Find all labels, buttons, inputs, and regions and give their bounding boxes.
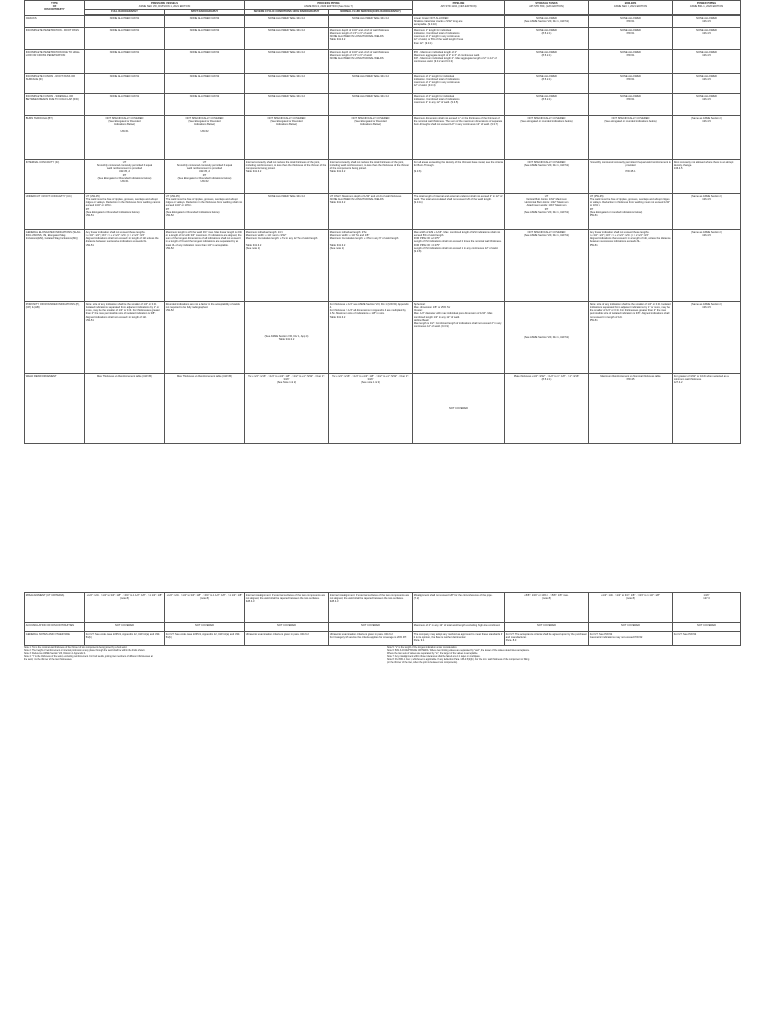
table-cell: (Same as ASME Section I) 136.4.5 bbox=[673, 116, 741, 160]
table-cell: NOT COVERED bbox=[505, 623, 589, 632]
table-cell: The company may adopt any method as approved to meet these standards if it is its opinion, the flaw is neither detrimental Para. 9.1 bbox=[413, 632, 505, 646]
row-label: UNDERCUT / ROOT CONCAVITY (UC) bbox=[25, 194, 85, 230]
footnotes-right: Note 5: "L" is the length of the longest indication under consideration. Note 6: B31.3 ACCEPTANCE CRITERIA: Where two limiting values are separated by "and", the lesser of the values determines acceptance. Where the two sets of values are separated by "or", the larger of the values is acceptable. Note 7: Any misalignment within those tolerances shall be faired at a 1:1 taper on multipass. Note 8: Per B31.1 Cat. t, whichever is applicable. If any deflection Para. 136.4.5(2)(b). For the min. wall thickness of the component or fitting (or the thinner of the two, when the joint is between two components). bbox=[387, 647, 530, 664]
table-row bbox=[25, 230, 741, 302]
storage-tanks-header: STORAGE TANKS API STD 650, (12th EDITION) bbox=[505, 1, 589, 15]
table-cell: NONE ALLOWED PW-51 bbox=[589, 74, 673, 94]
table-cell: Maximum depth of 1/32" and ≤0.2t of wall thickness Maximum length of 1.5" in 6" of weld NONE ALLOWED IN LONGITUDINAL WELDS bbox=[329, 50, 413, 74]
table-cell: NONE ALLOWED PW-51 bbox=[589, 16, 673, 28]
table-cell: NOT COVERED bbox=[165, 623, 245, 632]
table-cell: For all areas exceeding the density of the thinnest base metal, see the criteria for Burn-Through. (9.3.6) bbox=[413, 160, 505, 194]
table-cell: NONE ALLOWED Table 341.3.2 bbox=[329, 16, 413, 28]
table-cell: Note: size of any indication shall be the smaller of 1/4" or 0.3t. Isolated indications separated from adjacent indications by 1" or more, may be the smaller of 1/4" or 0.3t. For thicknesses greater than 2" the max permissible size of isolated indication is 3/8". Aligned indications shall not exceed t in length of 12t. UW-51 bbox=[85, 302, 165, 374]
table-cell: NOT COVERED bbox=[85, 623, 165, 632]
process-piping-header: PROCESS PIPING ASME B31.3, 2020 EDITION (See Note 7) bbox=[245, 1, 413, 10]
table-cell: UT Smoothly contoured concavity permitted if equal weld reinforcement is provided UW-35, d RT (See Elongated or Rounded Indications below) UW-52 bbox=[165, 160, 245, 194]
table-row bbox=[25, 194, 741, 230]
table-cell: NONE ALLOWED Table 341.3.2 bbox=[245, 194, 329, 230]
table-cell: 1/16" 127.3 bbox=[673, 593, 741, 623]
table-cell: Root concavity not allowed where there is an abrupt density change. 136.4.5 bbox=[673, 160, 741, 194]
table-cell: NOT SPECIFICALLY COVERED (See Elongated or Rounded Indications Below) UW-51 bbox=[85, 116, 165, 160]
table-row bbox=[25, 593, 741, 623]
table-row bbox=[25, 94, 741, 116]
table-cell: NONE ALLOWED UW-52 bbox=[165, 16, 245, 28]
table-cell: NONE ALLOWED Table 341.3.2 bbox=[245, 94, 329, 116]
table-cell: UT (UW-35) The weld must be free of ripples, grooves, overlaps and abrupt ridges or valleys. Reduction in the thickness from welding shall not exceed 1/32" or 10% t. RT (See Elongated or Rounded Indications below) UW-52 bbox=[165, 194, 245, 230]
table-cell: (Same as ASME Section I) 136.4.5 bbox=[673, 194, 741, 230]
table-cell: NONE ALLOWED UW-51 bbox=[85, 50, 165, 74]
table-cell: NONE ALLOWED (8.5.2.1) bbox=[505, 94, 589, 116]
table-cell: NONE ALLOWED 136.4.5 bbox=[673, 28, 741, 50]
table-row bbox=[25, 28, 741, 50]
table-cell: NOT COVERED bbox=[329, 623, 413, 632]
table-cell: For UT: The acceptance criteria shall be agreed upon by the purchaser and manufacturer. Para. 8.3 bbox=[505, 632, 589, 646]
table-cell: For greater of 3/32" or 1/16t when selected as a minimum wall thickness. 127.4.2 bbox=[673, 374, 741, 444]
table-cell: NONE ALLOWED PW-51 bbox=[589, 94, 673, 116]
table-cell: Max Thickness vs Reinforcement table (UW-35) bbox=[85, 374, 165, 444]
page-gap bbox=[24, 444, 740, 592]
table-cell: UT Smoothly contoured concavity permitted if equal weld reinforcement is provided UW-35, d RT (See Elongated or Rounded Indications below) UW-51 bbox=[85, 160, 165, 194]
table-cell: ≤1/2": 1/4t · >1/2" to 3/4": 1/8" · >3/4" to 1 1/2": 1/8" (note 8) bbox=[589, 593, 673, 623]
table-cell: UT Vertical Butt Joints: 1/64" Maximum Horizontal Butt Joints: 1/32" Maximum Attachment welds: 1/64" Maximum RT (See ASME Section VIII, Div 1, UW-51) bbox=[505, 194, 589, 230]
row-label: INCOMPLETE FUSION - ROOT PASS OR SURFACE (IF) bbox=[25, 74, 85, 94]
row-label: INCOMPLETE FUSION - SIDEWALL OR BETWEEN BEADS DUE TO COLD LAP (IFD) bbox=[25, 94, 85, 116]
table-cell: NONE ALLOWED 136.4.5 bbox=[673, 94, 741, 116]
table-cell: ≤1/2": 1/4t · >1/2" to 3/4": 1/8" · >3/4" to 1 1/2": 1/8" · >1 1/2": 1/8" (note 8) bbox=[85, 593, 165, 623]
table-cell: (Same as ASME Section I) 136.4.5 bbox=[673, 302, 741, 374]
row-label: CRACKS bbox=[25, 16, 85, 28]
table-cell: NONE ALLOWED UW-52 bbox=[165, 28, 245, 50]
table-row bbox=[25, 160, 741, 194]
table-cell: NONE ALLOWED Table 341.3.2 bbox=[245, 16, 329, 28]
table-cell: Internal concavity shall not reduce the total thickness of the joint, including weld reinforcement, to less than the thickness of the thinner of the components being joined. Table 341.3.2 bbox=[329, 160, 413, 194]
table-cell: Maximum of 2" length for individual indication. Combined total of indications maximum 2" in any 12" of weld. (9.3.5) bbox=[413, 94, 505, 116]
row-label: GENERAL NOTES AND OTHER NDE bbox=[25, 632, 85, 646]
table-row bbox=[25, 50, 741, 74]
table-cell: NONE ALLOWED UW-52 bbox=[165, 94, 245, 116]
discontinuity-type-header: TYPE OF DISCONTINUITY bbox=[25, 1, 85, 16]
table-cell: NONE ALLOWED 136.4.5 bbox=[673, 74, 741, 94]
table-cell: NONE ALLOWED (8.5.2.1) bbox=[505, 50, 589, 74]
table-cell: For UT: See PW-52 bbox=[673, 632, 741, 646]
table-cell: Internal misalignment: If external surfaces of the two components are not aligned, the weld shall be tapered between the two surfaces. 328.4.3 bbox=[245, 593, 329, 623]
table-cell: NOT SPECIFICALLY COVERED (See elongated or rounded indications below) bbox=[505, 116, 589, 160]
row-label: BURN THROUGH (BT) bbox=[25, 116, 85, 160]
table-cell: NONE ALLOWED PW-51 bbox=[589, 50, 673, 74]
table-cell: NOT SPECIFICALLY COVERED (See ASME Section VIII, Div 1, UW-51) bbox=[505, 160, 589, 194]
table-cell: Maximum individual length: 1/3 t Maximum width: ≤ 1/2 t and ≤ 3/32" Maximum Cumulative length: ≤ Tw in any 12 Tw of weld length Table 341.3.2 (See note 1) bbox=[245, 230, 329, 302]
table-cell: Linear Crater NOT ALLOWED Shallow crater/star cracks ≤ 5/32" long are acceptable. (9.3.10) bbox=[413, 16, 505, 28]
table-cell: (See ASME Section VIII, Div 1, UW-51) bbox=[505, 302, 589, 374]
table-cell: For thickness ≤ 1/4" see ASME Section VIII, Div 1 (UW-51) Appendix 4. For thickness > 1/4" all dimensions in Appendix 4 are multiplied by 1.5x. Maximum size of indications ≤ 1/8" in size. Table 341.3.2 bbox=[329, 302, 413, 374]
table-cell: Tw ≤ 1/4": 1/16" · >1/4" to ≤1/2": 1/8" · >1/2" to ≤1": 5/32" · Over 1": 3/16" (See note 1 & 3) bbox=[329, 374, 413, 444]
table-cell: NOT SPECIFICALLY COVERED (See elongated or rounded indications below) bbox=[589, 116, 673, 160]
pressure-vessels-header: PRESSURE VESSELS ASME SEC VIII, DIVISION 1, 2021 EDITION bbox=[85, 1, 245, 10]
table-cell: (Same as ASME Section I) 136.4.5 bbox=[673, 230, 741, 302]
table-cell: Spherical: Max. dimension 1/8" or 25% Tw Cluster: Max. 1/2" diameter with max individual pore dimension of 1/16". Max. combined length 1/2" in any 12" of weld. Hollow Bead: Max length is 1/2". Combined length of indications shall not exceed 2" in any continuous 12" of weld. (9.3.9) bbox=[413, 302, 505, 374]
table-cell: NONE ALLOWED UW-51 bbox=[85, 74, 165, 94]
severe-cyclic-header: SEVERE CYCLIC CONDITIONS 100% RADIOGRAPHY bbox=[245, 9, 329, 15]
table-cell: NONE ALLOWED Table 341.3.2 bbox=[329, 74, 413, 94]
table-cell: NOT COVERED bbox=[245, 623, 329, 632]
table-cell: Maximum 1" length for individual indication. Combined total of indications maximum of 1" length in any continuous 12" of weld, or 8% of the weld length if less than 12". (9.3.1) bbox=[413, 28, 505, 50]
table-cell: Max width of ESI ≤ 1/16". Max. combined length of ESI indications shall not exceed 8% of weld length. FOR PIPE OF ≥2.375" Length of ISI indications shall not exceed 2 times the nominal wall thickness. FOR PIPE OF <2.375" Length of ISI indications shall not exceed 1 in any continuous 12" of weld. (9.3.8) bbox=[413, 230, 505, 302]
table-cell: NONE ALLOWED 136.4.5 bbox=[673, 16, 741, 28]
table-cell: Rounded indications are not a factor in the acceptability of welds not required to be fully radiographed. UW-52 bbox=[165, 302, 245, 374]
table-row bbox=[25, 632, 741, 646]
table-cell: For UT: See code case 2235-9, Appendix 12, UW-11(a) and UW-51(b) bbox=[85, 632, 165, 646]
normal-fluid-header: NORMAL FLUID SERVICE(100% RADIOGRAPHY) bbox=[329, 9, 413, 15]
table-cell: UT ONLY: Maximum depth of 1/32" and ≤0.2t of wall thickness NONE ALLOWED IN LONGITUDINAL WELDS Table 341.3.2 bbox=[329, 194, 413, 230]
table-cell: Maximum depth of 1/32" and ≤0.2t of wall thickness Maximum length of 1.5" in 6" of weld NONE ALLOWED IN LONGITUDINAL WELDS Table 341.3.2 bbox=[329, 28, 413, 50]
row-label: GENERAL ELONGATED INDICATIONS (SLAG INCLUSIONS, ISI, Elongated Slag Inclusions(ESI), Isolated Slag Inclusions(ISI)) bbox=[25, 230, 85, 302]
table-cell: NOT SPECIFICALLY COVERED (See ASME Section VIII, Div 1, UW-51) bbox=[505, 230, 589, 302]
table-cell: NONE ALLOWED UW-51 bbox=[85, 28, 165, 50]
pipeline-header: PIPELINE API STD 1104, (19th EDITION) bbox=[413, 1, 505, 15]
table-cell: NONE ALLOWED PW-51 bbox=[589, 28, 673, 50]
table-cell: Smoothly contoured concavity permitted if equal weld reinforcement is provided PW-35.1 bbox=[589, 160, 673, 194]
table-cell: Any linear indication shall not exceed these lengths. t ≤ 3/4": 1/4" | 3/4" < t ≤ 2 1/4": 1/3 t | t > 2 1/4": 3/4" Aligned indications shall not exceed t in length of 12t unless the distance between successive indications exceeds 6L. UW-51 bbox=[85, 230, 165, 302]
table-cell: For UT: See PW-52 Geometric indications may not exceed PW-52 bbox=[589, 632, 673, 646]
table-cell: Max Thickness vs Reinforcement table (UW-35) bbox=[165, 374, 245, 444]
table-cell: (See ASME Section VIII, Div 1, App 4) Table 341.3.2 bbox=[245, 302, 329, 374]
table-cell: Ultrasonic examination criteria is given in para. 344.6.2 For Category M service the criteria applies for coverage is 20% RT. bbox=[329, 632, 413, 646]
table-cell: Maximum of 2" in any 12" of total weld length excluding high-low combined. bbox=[413, 623, 505, 632]
table-cell: Note: size of any indication shall be the smaller of 1/4" or 0.3t. Isolated indications separated from adjacent indications by 1" or more, may be the smaller of 1/4" or 0.3t. For thicknesses greater than 2" the max permissible size of isolated indication is 3/8". Aligned indications shall not exceed t in length of 12t. PW-51 bbox=[589, 302, 673, 374]
table-cell: Ultrasonic examination criteria is given in para. 344.6.2 bbox=[245, 632, 329, 646]
table-cell: The total length of internal and external undercut shall not exceed 2" in 12" of weld. The total accumulated shall not exceed 1/6 of the weld length. (9.3.11) bbox=[413, 194, 505, 230]
acceptance-criteria-sheet bbox=[24, 0, 740, 665]
row-label: WELD REINFORCEMENT bbox=[25, 374, 85, 444]
table-cell: NOT COVERED bbox=[589, 623, 673, 632]
criteria-table-continued bbox=[24, 592, 741, 646]
table-cell: IPD - Maximum individual length of 2" Maximum aggregate length of 2" in 6" of continuous weld. ICP - Maximum individual length 2". Max aggregate length of 2" in 12" of continuous weld. (9.3.2 and 9.3.3) bbox=[413, 50, 505, 74]
table-cell: NONE ALLOWED 136.4.5 bbox=[673, 50, 741, 74]
table-cell: NONE ALLOWED UW-51 bbox=[85, 94, 165, 116]
table-cell: NONE ALLOWED (8.5.2.1) bbox=[505, 28, 589, 50]
table-row bbox=[25, 302, 741, 374]
table-cell: NOT COVERED bbox=[413, 374, 505, 444]
table-cell: NONE ALLOWED Table 341.3.2 bbox=[245, 50, 329, 74]
row-label: POROSITY OR ROUNDED INDICATIONS (P), (CP) & (HB) bbox=[25, 302, 85, 374]
table-cell: ≤5/8": 1/16" or 10% t · >5/8": 1/8" max. (note 8) bbox=[505, 593, 589, 623]
table-cell: Internal misalignment: If external surfaces of the two components are not aligned, the weld shall be tapered between the two surfaces. 328.4.3 bbox=[329, 593, 413, 623]
table-cell: Maximum dimension shall not exceed ¼" or the thickness of the thinnest of the nominal wall thickness. The sum of the maximum dimensions of separate burn-throughs shall not exceed 1/2" in any continuous 12" of weld. (9.3.7) bbox=[413, 116, 505, 160]
table-row bbox=[25, 374, 741, 444]
table-cell: UT (UW-35) The weld must be free of ripples, grooves, overlaps and abrupt ridges or valleys. Reduction in the thickness from welding cannot exceed 1/32" or 10% t. RT (See Elongated or Rounded Indications below) UW-51 bbox=[85, 194, 165, 230]
table-cell: Maximum of 1" length for individual indication. Combined total of indications maximum of 1" length in any continuous 12" of weld. (9.3.4) bbox=[413, 74, 505, 94]
footnotes bbox=[24, 647, 740, 664]
table-cell: NOT SPECIFICALLY COVERED (See Elongated or Rounded Indications Below) bbox=[329, 116, 413, 160]
table-cell: Maximum length is 2/3 the weld 3/4" max. Max linear length is 2/3t or a length of t/2 with 3/4" maximum. If indications are aligned, the sum of the longest dimensions of all indications shall not exceed t in a length of 6t and the longest indications are separated by at least 3L of any indication more than 1/4" is acceptable. UW-52 bbox=[165, 230, 245, 302]
table-cell: NOT COVERED bbox=[673, 623, 741, 632]
table-row bbox=[25, 16, 741, 28]
full-radiography-header: FULL RADIOGRAPHY bbox=[85, 9, 165, 15]
row-label: INCOMPLETE PENETRATION - ROOT PASS bbox=[25, 28, 85, 50]
table-cell: NONE ALLOWED Table 341.3.2 bbox=[245, 74, 329, 94]
criteria-table bbox=[24, 0, 741, 444]
spot-radiography-header: SPOT RADIOGRAPHY bbox=[165, 9, 245, 15]
table-cell: NONE ALLOWED Table 341.3.2 bbox=[329, 94, 413, 116]
table-cell: Plate thickness ≤1/2": 3/32" · >1/2" to 1": 1/8" · >1": 3/16" (8.5.2.1) bbox=[505, 374, 589, 444]
table-cell: NOT SPECIFICALLY COVERED (See Elongated or Rounded Indications Below) UW-52 bbox=[165, 116, 245, 160]
table-cell: NONE ALLOWED (See ASME Section VIII, Div 1, UW-51) bbox=[505, 16, 589, 28]
table-cell: Maximum Reinforcement vs Nominal thickness table PW-35 bbox=[589, 374, 673, 444]
footnotes-left: Note 1: Tw is the nominal wall thickness of the thinner of two components being joined by a butt weld. Note 2: The height of reinforcement or internal protrusion at any plane through the weld shall be within the limits shown. Note 3: Reference ASME Section VIII, Division 1 Appendix 4. Note 4: "t" is the thickness of the weld, excluding reinforcement. For butt welds, joining two members of different thicknesses at the weld, t is the thinner of the two thicknesses. bbox=[24, 647, 153, 661]
table-cell: Maximum individual length: 2Tw Maximum width: ≤ 1/2 Tw and 1/8" Maximum Cumulative length: ≤ 4Tw in any 6" of weld length Table 341.3.2 (See note 1) bbox=[329, 230, 413, 302]
table-cell: For UT: See code case 2235-9, Appendix 12, UW-11(a) and UW-51(b) bbox=[165, 632, 245, 646]
row-label: ACCUMULATION OF DISCONTINUITIES bbox=[25, 623, 85, 632]
power-piping-header: POWER PIPING ASME B31.1, 2020 EDITION bbox=[673, 1, 741, 15]
row-label: INCOMPLETE PENETRATION DUE TO HIGH-LOW OR CROSS PENETRATION bbox=[25, 50, 85, 74]
row-label: INTERNAL CONCAVITY (IC) bbox=[25, 160, 85, 194]
table-cell: Tw ≤ 1/4": 1/16" · >1/4" to ≤1/2": 1/8" · >1/2" to ≤1": 5/32" · Over 1": 3/16" (See Note 1 & 2) bbox=[245, 374, 329, 444]
boilers-header: BOILERS ASME SEC I, 2021 EDITION bbox=[589, 1, 673, 15]
table-cell: NONE ALLOWED UW-51 bbox=[85, 16, 165, 28]
table-row bbox=[25, 74, 741, 94]
table-cell: Any linear indication shall not exceed these lengths. t ≤ 3/4": 1/4" | 3/4" < t ≤ 2 1/4": 1/3 t | t > 2 1/4": 3/4" Aligned indications that exceed t in a length of 12t, unless the distance between successive indications exceeds 6L. PW-51 bbox=[589, 230, 673, 302]
table-cell: Internal concavity shall not reduce the total thickness of the joint, including reinforcement, to less than the thickness of the thinner of the components being joined. Table 341.3.2 bbox=[245, 160, 329, 194]
table-cell: Misalignment shall not exceed 1/8" for the circumference of the pipe. (7.2) bbox=[413, 593, 505, 623]
table-cell: NONE ALLOWED Table 341.3.2 bbox=[245, 28, 329, 50]
table-cell: NOT SPECIFICALLY COVERED (See Elongated or Rounded Indications Below) bbox=[245, 116, 329, 160]
table-row bbox=[25, 623, 741, 632]
row-label: MISALIGNMENT (UT CRITERIA) bbox=[25, 593, 85, 623]
table-cell: UT (PW-35) The weld must be free of ripples, grooves, overlaps and abrupt ridges or valleys. Reduction in thickness from welding must not exceed 1/32" or 10% t. RT (See Elongated or rounded indications below) PW-51 bbox=[589, 194, 673, 230]
table-cell: NONE ALLOWED UW-52 bbox=[165, 74, 245, 94]
table-row bbox=[25, 116, 741, 160]
table-cell: NONE ALLOWED UW-52 bbox=[165, 50, 245, 74]
table-cell: ≤1/2": 1/4t · >1/2" to 3/4": 1/8" · >3/4" to 1 1/2": 1/8" · >1 1/2": 1/8" (note 8) bbox=[165, 593, 245, 623]
table-cell: NONE ALLOWED (8.5.2.1) bbox=[505, 74, 589, 94]
